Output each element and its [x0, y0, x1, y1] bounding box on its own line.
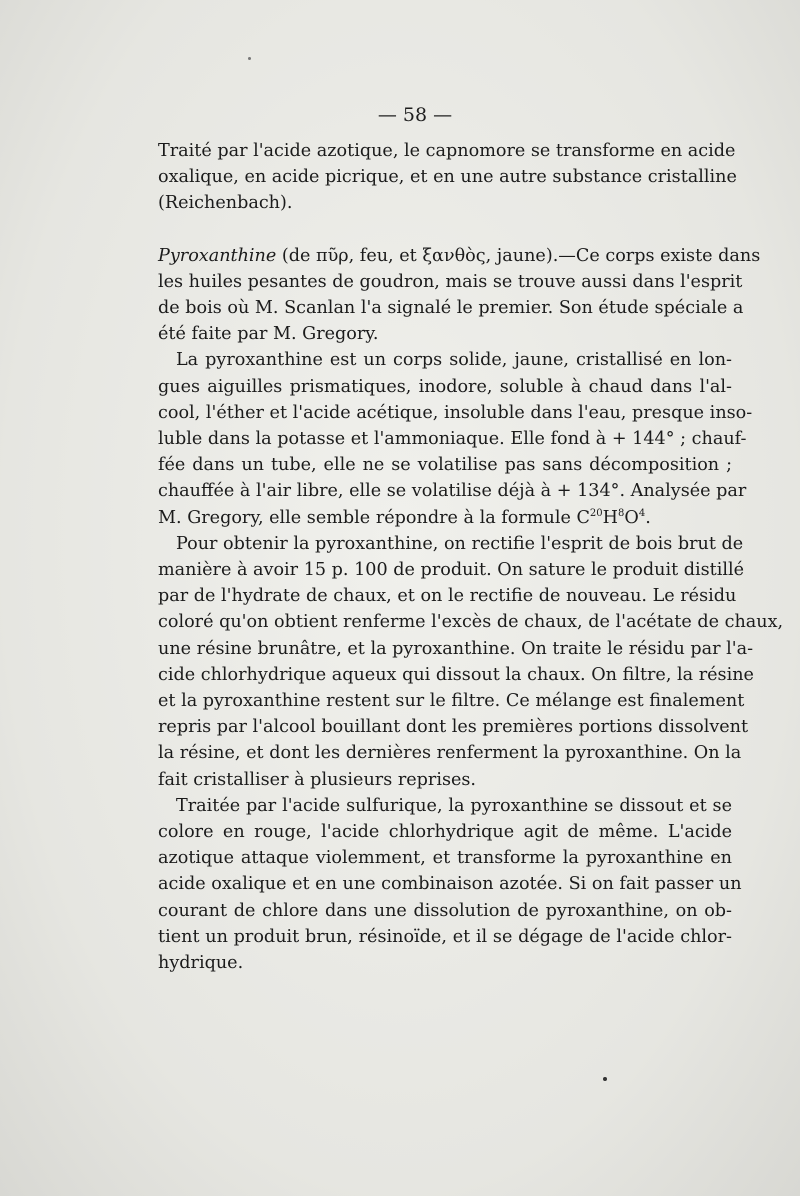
text-line: fait cristalliser à plusieurs reprises. [158, 769, 477, 790]
text-line: hydrique. [158, 953, 244, 974]
text-line: et la pyroxanthine restent sur le filtre. Ce mélange est finalement [158, 691, 745, 712]
ink-speck [248, 57, 251, 60]
formula-prefix: M. Gregory, elle semble répondre à la formule C [158, 507, 590, 528]
text-line: fée dans un tube, elle ne se volatilise pas sans décomposition ; [158, 455, 732, 476]
paragraph-1 [158, 138, 737, 217]
text-line: repris par l'alcool bouillant dont les premières portions dissolvent [158, 717, 749, 738]
formula-part: O [624, 507, 639, 528]
entry-etymology: (de πῦρ, feu, et ξανθὸς, jaune).—Ce corps existe dans [276, 245, 761, 266]
entry-term: Pyroxanthine [158, 245, 277, 266]
text-line: de bois où M. Scanlan l'a signalé le premier. Son étude spéciale a [158, 298, 744, 319]
text-line [158, 243, 761, 269]
text-line: (Reichenbach). [158, 193, 293, 214]
text-line: chauffée à l'air libre, elle se volatilise déjà à + 134°. Analysée par [158, 481, 747, 502]
text-line: la résine, et dont les dernières renferment la pyroxanthine. On la [158, 743, 742, 764]
text-line: Traité par l'acide azotique, le capnomore se transforme en acide [158, 141, 736, 161]
paragraph-5 [158, 793, 742, 976]
text-line: acide oxalique et en une combinaison azotée. Si on fait passer un [158, 874, 742, 895]
paragraph-3 [158, 347, 753, 530]
text-line [158, 505, 732, 531]
paragraph-2 [158, 243, 761, 348]
paragraph-4 [158, 531, 784, 793]
text-line: cide chlorhydrique aqueux qui dissout la chaux. On filtre, la résine [158, 664, 754, 685]
text-line: cool, l'éther et l'acide acétique, insoluble dans l'eau, presque inso- [158, 402, 753, 423]
text-line: été faite par M. Gregory. [158, 324, 379, 345]
text-line: coloré qu'on obtient renferme l'excès de chaux, de l'acétate de chaux, [158, 612, 784, 633]
text-line: colore en rouge, l'acide chlorhydrique agit de même. L'acide [158, 822, 732, 843]
text-line: courant de chlore dans une dissolution de pyroxanthine, on ob- [158, 900, 732, 921]
text-line: les huiles pesantes de goudron, mais se trouve aussi dans l'esprit [158, 271, 743, 292]
text-line: une résine brunâtre, et la pyroxanthine. On traite le résidu par l'a- [158, 638, 754, 659]
text-line: par de l'hydrate de chaux, et on le rectifie de nouveau. Le résidu [158, 586, 737, 607]
text-line: tient un produit brun, résinoïde, et il se dégage de l'acide chlor- [158, 926, 732, 947]
text-line: oxalique, en acide picrique, et en une autre substance cristalline [158, 167, 737, 188]
formula-sup: 20 [589, 507, 603, 519]
formula-sup: 8 [618, 507, 625, 519]
text-line: gues aiguilles prismatiques, inodore, soluble à chaud dans l'al- [158, 376, 732, 397]
text-line: Traitée par l'acide sulfurique, la pyroxanthine se dissout et se [176, 795, 732, 816]
text-line: luble dans la potasse et l'ammoniaque. Elle fond à + 144° ; chauf- [158, 429, 747, 450]
formula-part: H [602, 507, 618, 528]
text-line: Pour obtenir la pyroxanthine, on rectifie l'esprit de bois brut de [176, 533, 744, 554]
ink-speck [603, 1077, 607, 1081]
text-line: La pyroxanthine est un corps solide, jaune, cristallisé en lon- [176, 350, 732, 371]
page-number: — 58 — [377, 104, 453, 126]
body-text [158, 138, 784, 976]
text-line: azotique attaque violemment, et transforme la pyroxanthine en [158, 848, 732, 869]
formula-end: . [645, 507, 651, 528]
text-line: manière à avoir 15 p. 100 de produit. On sature le produit distillé [158, 560, 745, 581]
formula-sup: 4 [638, 507, 646, 519]
